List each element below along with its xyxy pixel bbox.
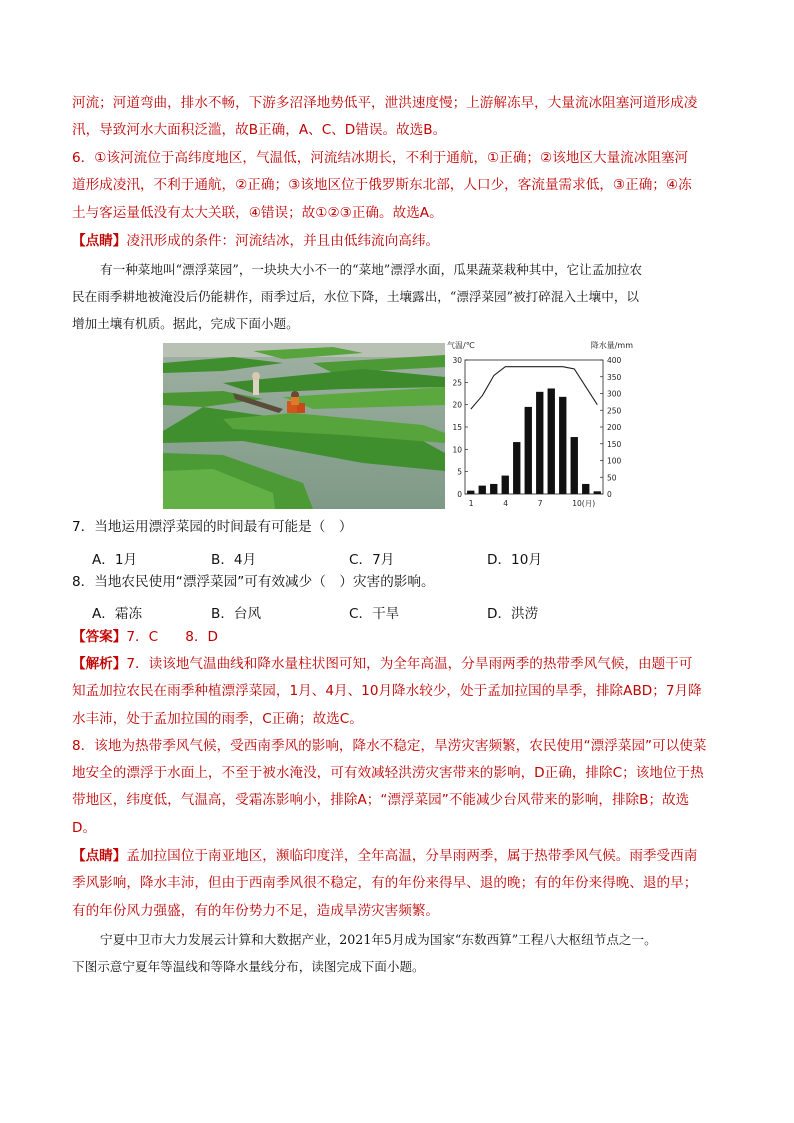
precipitation-bar [559, 397, 566, 494]
passage-3-line-1: 宁夏中卫市大力发展云计算和大数据产业，2021年5月成为国家“东数西算”工程八大枢纽节点之一。 [100, 932, 657, 947]
y-right-tick-label: 300 [607, 389, 622, 399]
y-left-tick-label: 0 [457, 490, 462, 499]
question-6-answer [72, 145, 722, 227]
q8-stem: 8．当地农民使用“漂浮菜园”可有效减少（ ）灾害的影响。 [72, 574, 435, 590]
y-right-tick-label: 100 [607, 456, 622, 466]
climate-chart-svg [445, 338, 635, 514]
q7-option-d[interactable]: D．10月 [487, 552, 542, 568]
q8-option-d[interactable]: D．洪涝 [487, 606, 539, 622]
y-right-axis-label: 降水量/mm [590, 341, 633, 350]
analysis-line-3: 水丰沛，处于孟加拉国的雨季，C正确；故选C。 [72, 710, 363, 727]
precipitation-bar [536, 392, 543, 494]
passage-2-line-1: 有一种菜地叫“漂浮菜园”，一块块大小不一的“菜地”漂浮水面，瓜果蔬菜栽种其中，它让孟加拉农 [100, 262, 643, 277]
tip-1 [72, 228, 722, 255]
y-right-tick-label: 50 [607, 473, 617, 483]
precipitation-bar [467, 491, 474, 494]
question-7 [72, 514, 722, 541]
tip-1-text: 凌汛形成的条件：河流结冰，并且由低纬流向高纬。 [126, 233, 440, 249]
q8-option-a[interactable]: A．霜冻 [92, 606, 143, 622]
precipitation-bar [582, 484, 589, 494]
answer-tag: 【答案】 [72, 629, 127, 645]
q8-option-c[interactable]: C．干旱 [349, 606, 400, 622]
answer-block-2 [72, 624, 722, 651]
analysis-line-7: D。 [72, 819, 97, 836]
y-right-tick-label: 150 [607, 439, 622, 449]
tip-2-line-3: 有的年份风力强盛，有的年份势力不足，造成旱涝灾害频繁。 [72, 902, 440, 919]
y-left-tick-label: 25 [452, 378, 462, 388]
analysis-line-2: 知孟加拉农民在雨季种植漂浮菜园，1月、4月、10月降水较少，处于孟加拉国的旱季，排除ABD；7月降 [72, 683, 702, 700]
q7-stem: 7．当地运用漂浮菜园的时间最有可能是（ ） [72, 519, 353, 535]
precipitation-bar [513, 442, 520, 494]
y-right-tick-label: 350 [607, 372, 622, 382]
passage-floating-garden [72, 256, 722, 337]
q7-option-b[interactable]: B．4月 [211, 552, 257, 568]
analysis-line-6: 带地区，纬度低，气温高，受霜冻影响小，排除A；“漂浮菜园”不能减少台风带来的影响，排除B；故选 [72, 792, 690, 809]
tip-2-line-2: 季风影响，降水丰沛，但由于西南季风很不稳定，有的年份来得早、退的晚；有的年份来得晚、退的早； [72, 875, 698, 892]
plot-frame [465, 360, 603, 494]
q7-option-c[interactable]: C．7月 [349, 552, 395, 568]
climate-chart [445, 338, 635, 514]
passage-2-line-2: 民在雨季耕地被淹没后仍能耕作，雨季过后，水位下降，土壤露出，“漂浮菜园”被打碎混入土壤中，以 [72, 289, 640, 304]
question-8 [72, 569, 722, 596]
precipitation-bar [548, 388, 555, 494]
q8-option-b[interactable]: B．台风 [211, 606, 262, 622]
q7-option-a[interactable]: A．1月 [92, 552, 138, 568]
x-tick-label: 1 [468, 499, 474, 508]
tip-1-tag: 【点睛】 [72, 233, 127, 249]
precipitation-bar [571, 437, 578, 494]
temperature-line [471, 367, 598, 409]
tip-2-line-1: 孟加拉国位于南亚地区，濒临印度洋，全年高温，分旱雨两季，属于热带季风气候。雨季受西南 [126, 848, 698, 864]
tip-2-tag: 【点睛】 [72, 848, 127, 864]
analysis-line-4: 8．该地为热带季风气候，受西南季风的影响，降水不稳定，旱涝灾害频繁，农民使用“漂浮菜园”可以使菜 [72, 737, 707, 754]
y-right-tick-label: 200 [607, 423, 622, 432]
q6-line-3: 土与客运量低没有太大关联，④错误；故①②③正确。故选A。 [72, 204, 443, 221]
precipitation-bar [525, 407, 532, 494]
tip-2 [72, 843, 722, 925]
precipitation-bar [502, 476, 509, 494]
y-right-tick-label: 400 [607, 356, 622, 365]
y-right-tick-label: 250 [607, 406, 622, 416]
passage-ningxia [72, 926, 722, 980]
precipitation-bar [479, 486, 486, 494]
x-tick-label: 4 [503, 499, 509, 508]
y-left-tick-label: 10 [452, 445, 462, 455]
analysis-line-5: 地安全的漂浮于水面上，不至于被水淹没，可有效减轻洪涝灾害带来的影响，D正确，排除C；该地位于热 [72, 765, 704, 782]
answer-text: 7．C 8．D [126, 629, 219, 645]
analysis-block [72, 651, 722, 842]
y-left-tick-label: 30 [452, 356, 462, 365]
x-tick-label: 10(月) [572, 499, 596, 508]
analysis-tag: 【解析】 [72, 656, 127, 672]
q6-line-1: 6．①该河流位于高纬度地区，气温低，河流结冰期长，不利于通航，①正确；②该地区大量流冰阻塞河 [72, 150, 689, 166]
answer-continuation [72, 90, 722, 145]
y-left-tick-label: 15 [452, 423, 462, 432]
analysis-line-1: 7．读该地气温曲线和降水量柱状图可知，为全年高温，分旱雨两季的热带季风气候，由题干可 [126, 656, 693, 672]
precipitation-bar [594, 491, 601, 494]
precipitation-bar [490, 484, 497, 494]
y-left-axis-label: 气温/℃ [447, 341, 475, 350]
y-right-tick-label: 0 [607, 490, 612, 499]
answer-line-2: 汛，导致河水大面积泛滥，故B正确，A、C、D错误。故选B。 [72, 122, 447, 139]
q6-line-2: 道形成凌汛，不利于通航，②正确；③该地区位于俄罗斯东北部，人口少，客流量需求低，③正确；④冻 [72, 177, 692, 194]
answer-line-1: 河流；河道弯曲，排水不畅，下游多沼泽地势低平，泄洪速度慢；上游解冻早，大量流冰阻塞河道形成凌 [72, 95, 698, 111]
y-left-tick-label: 20 [452, 400, 462, 410]
x-tick-label: 7 [537, 499, 543, 508]
y-left-tick-label: 5 [457, 467, 462, 477]
passage-2-line-3: 增加土壤有机质。据此，完成下面小题。 [72, 316, 299, 331]
floating-garden-photo [163, 343, 445, 509]
passage-3-line-2: 下图示意宁夏年等温线和等降水量线分布，读图完成下面小题。 [72, 959, 425, 974]
